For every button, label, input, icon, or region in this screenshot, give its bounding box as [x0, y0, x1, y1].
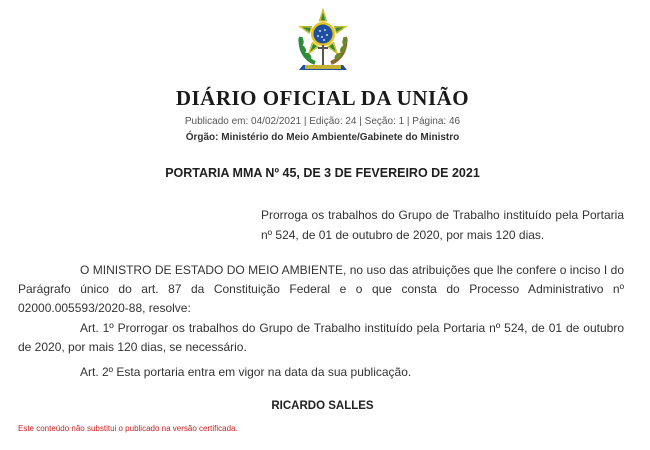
act-title: PORTARIA MMA Nº 45, DE 3 DE FEVEREIRO DE 2021 — [165, 166, 480, 180]
publication-meta: Publicado em: 04/02/2021 | Edição: 24 | Seção: 1 | Página: 46 — [184, 116, 461, 127]
org-label: Órgão: — [185, 132, 219, 143]
org-value: Ministério do Meio Ambiente/Gabinete do Ministro — [221, 132, 460, 143]
disclaimer: Este conteúdo não substitui o publicado na versão certificada. — [18, 424, 238, 433]
article-2: Art. 2º Esta portaria entra em vigor na data da sua publicação. — [80, 365, 412, 379]
signature: RICARDO SALLES — [271, 400, 374, 412]
journal-title: DIÁRIO OFICIAL DA UNIÃO — [175, 86, 470, 110]
article-1: Art. 1º Prorrogar os trabalhos do Grupo de Trabalho instituído pela Portaria nº 524, de 01 de outubro de 2020, por mais 120 dias, se necessário. — [18, 321, 624, 354]
act-ementa: Prorroga os trabalhos do Grupo de Trabalho instituído pela Portaria nº 524, de 01 de outubro de 2020, por mais 120 dias. — [261, 208, 624, 242]
coat-of-arms-brazil-icon — [289, 7, 357, 75]
act-preamble: O MINISTRO DE ESTADO DO MEIO AMBIENTE, no uso das atribuições que lhe confere o inciso I do Parágrafo único do art. 87 da Constituição Federal e o que consta do Processo Administrativo nº 02000.005593/2020-88, resolve: — [18, 263, 624, 315]
issuing-organ — [0, 132, 645, 143]
